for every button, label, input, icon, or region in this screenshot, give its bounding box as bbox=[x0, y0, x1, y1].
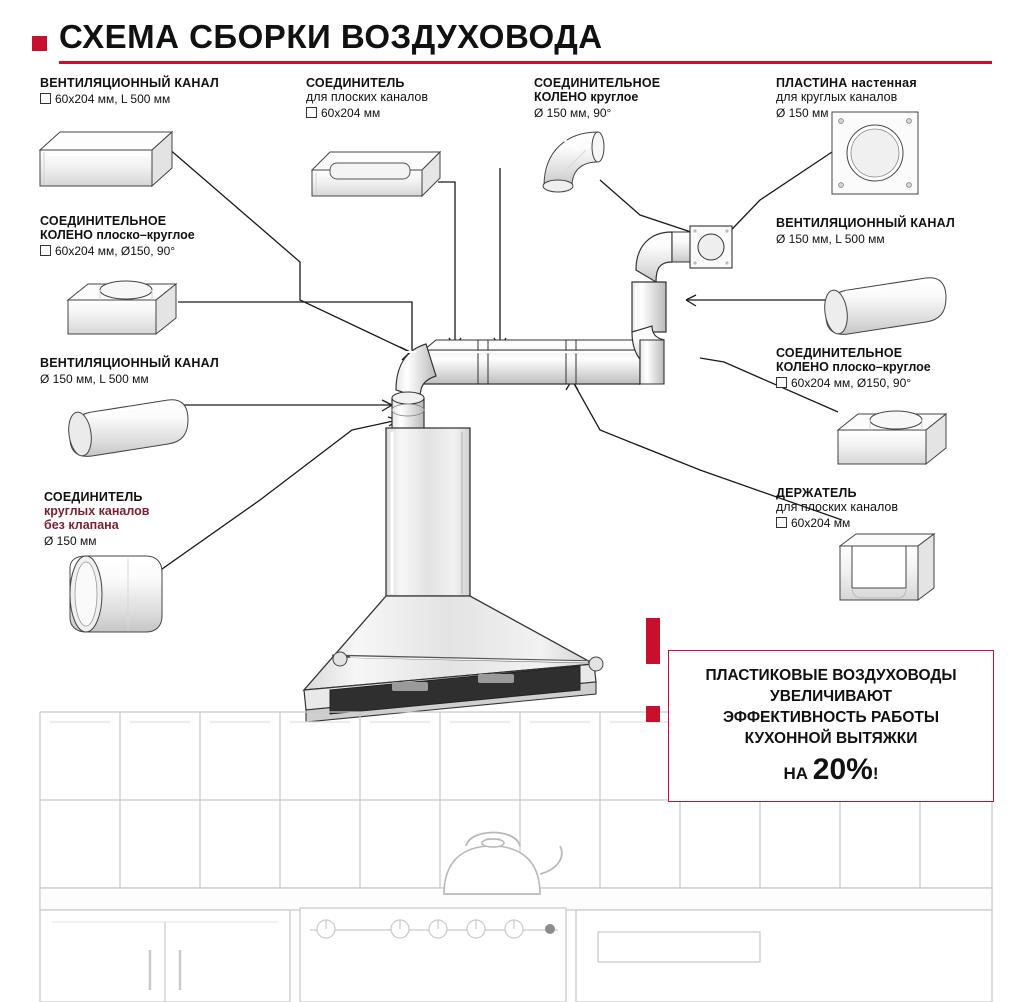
part-round-duct-channel-left bbox=[66, 400, 188, 458]
label-spec: Ø 150 мм bbox=[44, 534, 97, 548]
label-vent-channel-round-left bbox=[40, 356, 219, 386]
label-spec bbox=[776, 376, 931, 390]
promo-accent-bar-bottom bbox=[646, 706, 660, 722]
label-subtitle bbox=[534, 90, 660, 104]
promo-accent-bar-top bbox=[646, 618, 660, 664]
kettle bbox=[444, 833, 562, 895]
label-spec-text: 60х204 мм bbox=[321, 106, 381, 120]
part-flat-duct-channel bbox=[40, 132, 172, 186]
label-title: ВЕНТИЛЯЦИОННЫЙ КАНАЛ bbox=[40, 356, 219, 370]
square-marker-icon bbox=[40, 245, 51, 256]
label-spec-text: 60х204 мм, L 500 мм bbox=[55, 92, 171, 106]
label-spec-text: 60х204 мм, Ø150, 90° bbox=[55, 244, 176, 258]
part-round-duct-connector bbox=[70, 556, 162, 632]
kitchen-counter bbox=[40, 888, 992, 1002]
label-subtitle-2: без клапана bbox=[44, 518, 119, 532]
label-subtitle: для плоских каналов bbox=[776, 500, 898, 514]
label-spec-text: 60х204 мм, Ø150, 90° bbox=[791, 376, 912, 390]
label-elbow-flat-round-left bbox=[40, 214, 195, 258]
promo-box bbox=[668, 650, 994, 802]
part-wall-mount-plate bbox=[832, 112, 918, 194]
label-subtitle: для плоских каналов bbox=[306, 90, 428, 104]
label-title: ПЛАСТИНА настенная bbox=[776, 76, 917, 90]
square-marker-icon bbox=[776, 517, 787, 528]
promo-percent-suffix: ! bbox=[872, 764, 879, 783]
label-connector-flat bbox=[306, 76, 428, 120]
label-title: СОЕДИНИТЕЛЬ bbox=[306, 76, 405, 90]
part-round-elbow-90 bbox=[543, 132, 604, 192]
label-spec bbox=[40, 92, 219, 106]
label-spec bbox=[40, 244, 195, 258]
part-flat-duct-holder bbox=[840, 534, 934, 600]
part-flat-to-round-elbow-left bbox=[68, 281, 176, 334]
label-spec: Ø 150 мм bbox=[776, 106, 829, 120]
assembly-horizontal-duct bbox=[424, 340, 652, 384]
label-subtitle: для круглых каналов bbox=[776, 90, 898, 104]
label-vent-channel-round-right bbox=[776, 216, 955, 246]
label-elbow-round bbox=[534, 76, 660, 120]
label-title: СОЕДИНИТЕЛЬНОЕ bbox=[40, 214, 167, 228]
label-title: ВЕНТИЛЯЦИОННЫЙ КАНАЛ bbox=[776, 216, 955, 230]
label-spec: Ø 150 мм, L 500 мм bbox=[776, 232, 885, 246]
label-vent-channel-flat bbox=[40, 76, 219, 106]
part-round-duct-channel-right bbox=[822, 278, 946, 336]
square-marker-icon bbox=[306, 107, 317, 118]
label-subtitle-text: КОЛЕНО круглое bbox=[534, 90, 639, 104]
page-title: СХЕМА СБОРКИ ВОЗДУХОВОДА bbox=[59, 18, 603, 55]
label-title: СОЕДИНИТЕЛЬНОЕ bbox=[776, 346, 903, 360]
label-title: ВЕНТИЛЯЦИОННЫЙ КАНАЛ bbox=[40, 76, 219, 90]
square-marker-icon bbox=[40, 93, 51, 104]
square-marker-icon bbox=[776, 377, 787, 388]
promo-line-3: ЭФФЕКТИВНОСТЬ РАБОТЫ bbox=[722, 709, 940, 726]
label-spec: Ø 150 мм, 90° bbox=[534, 106, 612, 120]
label-subtitle: КОЛЕНО плоско–круглое bbox=[40, 228, 195, 242]
label-title: СОЕДИНИТЕЛЬНОЕ bbox=[534, 76, 661, 90]
part-flat-to-round-elbow-right bbox=[838, 411, 946, 464]
label-title: СОЕДИНИТЕЛЬ bbox=[44, 490, 143, 504]
promo-percent-value: 20% bbox=[812, 753, 873, 786]
label-elbow-flat-round-right bbox=[776, 346, 931, 390]
promo-line-2: УВЕЛИЧИВАЮТ bbox=[770, 688, 892, 705]
kitchen-hood bbox=[304, 428, 603, 722]
label-title: ДЕРЖАТЕЛЬ bbox=[776, 486, 857, 500]
promo-line-4: КУХОННОЙ ВЫТЯЖКИ bbox=[744, 730, 918, 747]
label-subtitle: круглых каналов bbox=[44, 504, 150, 518]
label-spec: Ø 150 мм, L 500 мм bbox=[40, 372, 149, 386]
promo-percent-prefix: НА bbox=[783, 764, 813, 783]
label-connector-round bbox=[44, 490, 149, 548]
label-holder-flat bbox=[776, 486, 898, 530]
label-subtitle: КОЛЕНО плоско–круглое bbox=[776, 360, 931, 374]
label-spec bbox=[776, 516, 898, 530]
part-flat-duct-connector bbox=[312, 152, 440, 196]
promo-line-1: ПЛАСТИКОВЫЕ ВОЗДУХОВОДЫ bbox=[705, 667, 957, 684]
label-spec-text: 60х204 мм bbox=[791, 516, 851, 530]
label-spec bbox=[306, 106, 428, 120]
promo-percent bbox=[681, 753, 981, 787]
label-wall-plate bbox=[776, 76, 917, 120]
